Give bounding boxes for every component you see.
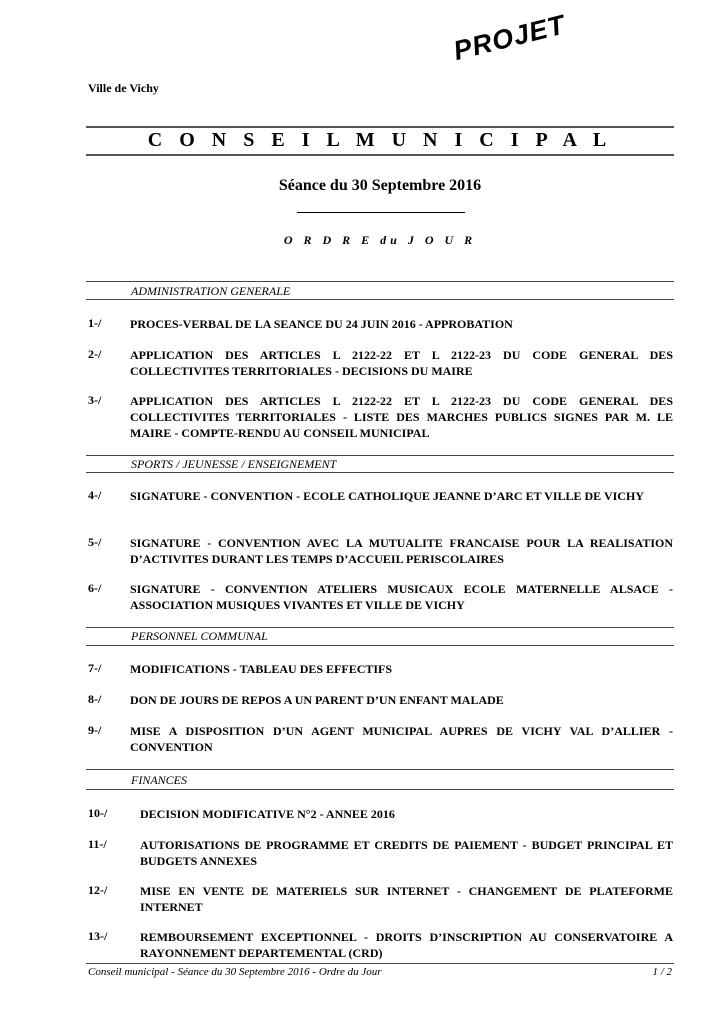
section-title-sports: SPORTS / JEUNESSE / ENSEIGNEMENT — [131, 457, 337, 471]
agenda-item: MISE A DISPOSITION D’UN AGENT MUNICIPAL AUPRES DE VICHY VAL D’ALLIER - CONVENTION — [130, 724, 673, 754]
page-title: C O N S E I L M U N I C I P A L — [147, 129, 613, 151]
agenda-item: APPLICATION DES ARTICLES L 2122-22 ET L 2122-23 DU CODE GENERAL DES COLLECTIVITES TERRITORIALES - DECISIONS DU MAIRE — [130, 348, 673, 378]
projet-stamp: PROJET — [450, 9, 569, 67]
footer-text: Conseil municipal - Séance du 30 Septembre 2016 - Ordre du Jour — [88, 966, 382, 978]
section-rule — [86, 455, 674, 456]
section-title-personnel: PERSONNEL COMMUNAL — [131, 629, 268, 643]
agenda-item: MISE EN VENTE DE MATERIELS SUR INTERNET - CHANGEMENT DE PLATEFORME INTERNET — [140, 884, 673, 914]
section-rule — [86, 645, 674, 646]
item-number: 9-/ — [88, 723, 102, 737]
section-title-finances: FINANCES — [131, 773, 187, 787]
item-number: 7-/ — [88, 661, 102, 675]
agenda-item: AUTORISATIONS DE PROGRAMME ET CREDITS DE PAIEMENT - BUDGET PRINCIPAL ET BUDGETS ANNEXES — [140, 838, 673, 868]
session-date: Séance du 30 Septembre 2016 — [278, 177, 482, 194]
city-name: Ville de Vichy — [88, 81, 159, 95]
item-number: 12-/ — [88, 883, 108, 897]
agenda-item: REMBOURSEMENT EXCEPTIONNEL - DROITS D’INSCRIPTION AU CONSERVATOIRE A RAYONNEMENT DEPARTEMENTAL (CRD) — [140, 930, 673, 960]
agenda-item: SIGNATURE - CONVENTION AVEC LA MUTUALITE FRANCAISE POUR LA REALISATION D’ACTIVITES DURANT LES TEMPS D’ACCUEIL PERISCOLAIRES — [130, 536, 673, 566]
item-number: 1-/ — [88, 316, 102, 330]
item-number: 10-/ — [88, 806, 108, 820]
session-underline — [297, 212, 465, 213]
section-rule — [86, 627, 674, 628]
section-rule — [86, 281, 674, 282]
agenda-item: SIGNATURE - CONVENTION ATELIERS MUSICAUX ECOLE MATERNELLE ALSACE - ASSOCIATION MUSIQUES VIVANTES ET VILLE DE VICHY — [130, 582, 673, 612]
item-number: 11-/ — [88, 837, 107, 851]
page-number: 1 / 2 — [652, 966, 672, 978]
item-number: 8-/ — [88, 692, 102, 706]
item-number: 5-/ — [88, 535, 102, 549]
agenda-item: MODIFICATIONS - TABLEAU DES EFFECTIFS — [130, 662, 393, 676]
section-rule — [86, 789, 674, 790]
agenda-item: DON DE JOURS DE REPOS A UN PARENT D’UN ENFANT MALADE — [130, 693, 504, 707]
item-number: 6-/ — [88, 581, 102, 595]
section-title-administration: ADMINISTRATION GENERALE — [131, 284, 291, 298]
agenda-item: SIGNATURE - CONVENTION - ECOLE CATHOLIQUE JEANNE D’ARC ET VILLE DE VICHY — [130, 489, 644, 503]
agenda-item: APPLICATION DES ARTICLES L 2122-22 ET L 2122-23 DU CODE GENERAL DES COLLECTIVITES TERRITORIALES - LISTE DES MARCHES PUBLICS SIGNES PAR M. LE MAIRE - COMPTE-RENDU AU CONSEIL MUNICIPAL — [130, 394, 673, 440]
section-rule — [86, 299, 674, 300]
agenda-item: PROCES-VERBAL DE LA SEANCE DU 24 JUIN 2016 - APPROBATION — [130, 317, 513, 331]
item-number: 13-/ — [88, 929, 108, 943]
agenda-heading: O R D R E du J O U R — [283, 233, 477, 247]
item-number: 4-/ — [88, 488, 102, 502]
section-rule — [86, 472, 674, 473]
section-rule — [86, 769, 674, 770]
title-rule-top — [86, 126, 674, 128]
agenda-item: DECISION MODIFICATIVE N°2 - ANNEE 2016 — [140, 807, 395, 821]
title-rule-bottom — [86, 154, 674, 156]
item-number: 3-/ — [88, 393, 102, 407]
item-number: 2-/ — [88, 347, 102, 361]
footer-rule — [86, 963, 674, 964]
